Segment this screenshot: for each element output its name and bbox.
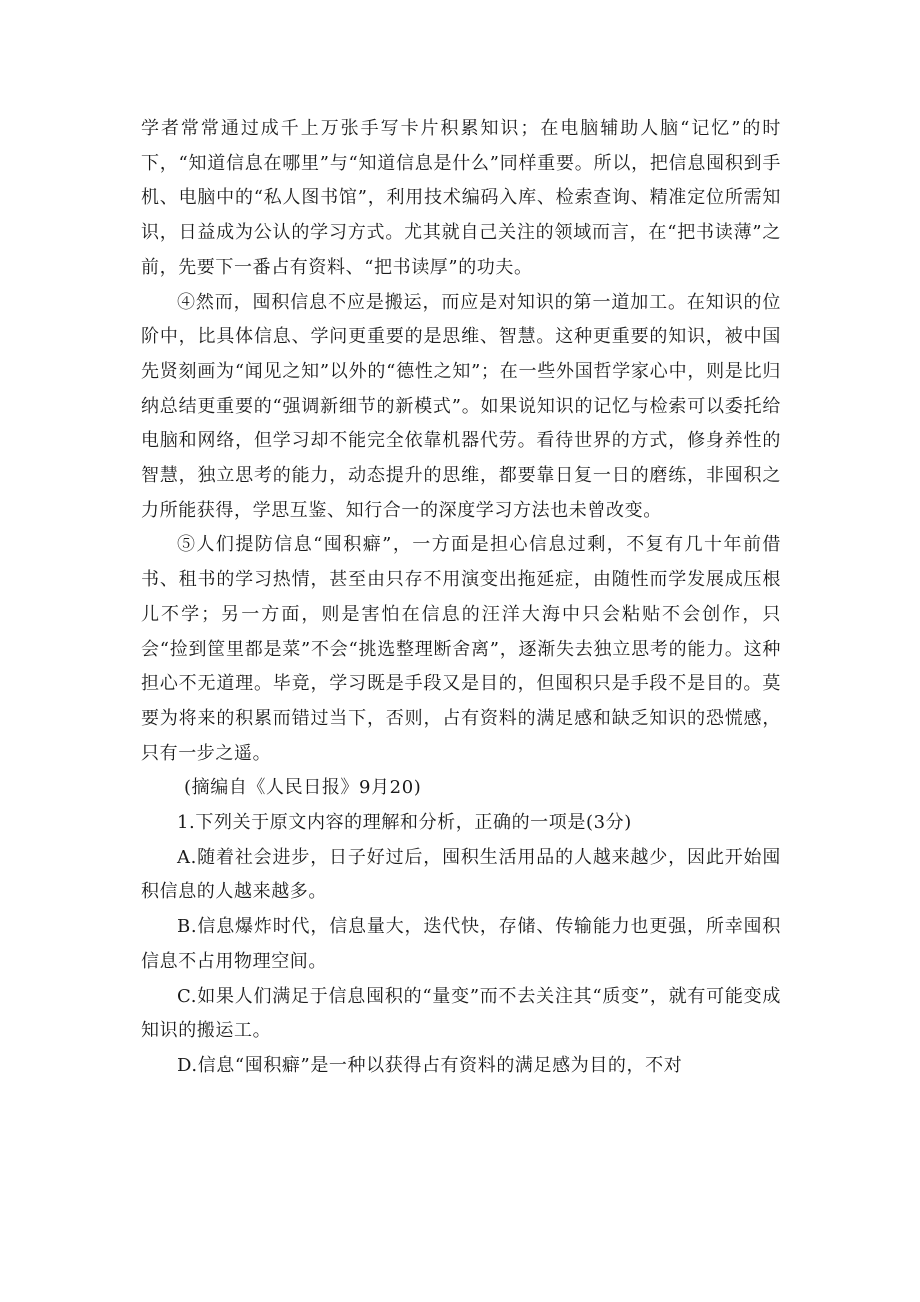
option-d: D.信息“囤积癖”是一种以获得占有资料的满足感为目的，不对 [177, 1054, 683, 1076]
document-page [141, 112, 781, 1084]
paragraph-4: ④然而，囤积信息不应是搬运，而应是对知识的第一道加工。在知识的位阶中，比具体信息、学问更重要的是思维、智慧。这种更重要的知识，被中国先贤刻画为“闻见之知”以外的“德性之知”；在一些外国哲学家心中，则是比归纳总结更重要的“强调新细节的新模式”。如果说知识的记忆与检索可以委托给电脑和网络，但学习却不能完全依靠机器代劳。看待世界的方式，修身养性的智慧，独立思考的能力，动态提升的思维，都要靠日复一日的磨练，非囤积之力所能获得，学思互鉴、知行合一的深度学习方法也未曾改变。 [141, 291, 781, 521]
source-citation: (摘编自《人民日报》9月20) [184, 777, 422, 799]
paragraph-5: ⑤人们提防信息“囤积癖”，一方面是担心信息过剩，不复有几十年前借书、租书的学习热情，甚至由只存不用演变出拖延症，由随性而学发展成压根儿不学；另一方面，则是害怕在信息的汪洋大海中只会粘贴不会创作，只会“捡到筐里都是菜”不会“挑选整理断舍离”，逐渐失去独立思考的能力。这种担心不无道理。毕竟，学习既是手段又是目的，但囤积只是手段不是目的。莫要为将来的积累而错过当下，否则，占有资料的满足感和缺乏知识的恐慌感，只有一步之遥。 [141, 534, 781, 764]
option-c: C.如果人们满足于信息囤积的“量变”而不去关注其“质变”，就有可能变成知识的搬运工。 [141, 985, 781, 1042]
option-b: B.信息爆炸时代，信息量大，迭代快，存储、传输能力也更强，所幸囤积信息不占用物理空间。 [141, 916, 781, 972]
option-a: A.随着社会进步，日子好过后，囤积生活用品的人越来越少，因此开始囤积信息的人越来越多。 [141, 846, 781, 903]
paragraph-3-continued: 学者常常通过成千上万张手写卡片积累知识；在电脑辅助人脑“记忆”的时下，“知道信息在哪里”与“知道信息是什么”同样重要。所以，把信息囤积到手机、电脑中的“私人图书馆”，利用技术编码入库、检索查询、精准定位所需知识，日益成为公认的学习方式。尤其就自己关注的领域而言，在“把书读薄”之前，先要下一番占有资料、“把书读厚”的功夫。 [141, 118, 781, 278]
question-stem: 1.下列关于原文内容的理解和分析，正确的一项是(3分) [177, 812, 632, 834]
